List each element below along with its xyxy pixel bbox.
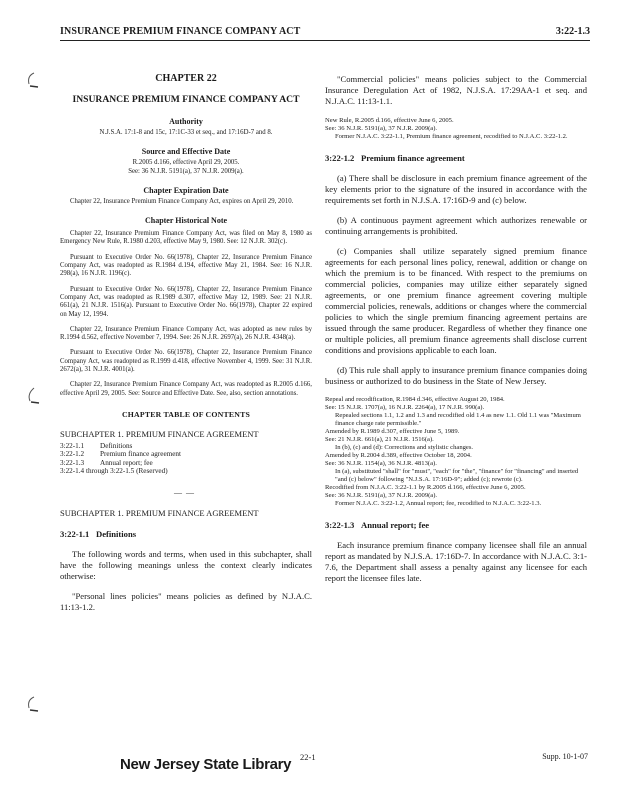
historical-note-paragraph: Pursuant to Executive Order No. 66(1978), Chapter 22, Insurance Premium Finance Company Act, was readopted as R.1984 d.194, effective May 21, 1984. See: 16 N.J.R. 298(a), 16 N.J.R. 1196(c). xyxy=(60,253,312,278)
toc-row-number: 3:22-1.2 xyxy=(60,450,85,459)
section-title: Definitions xyxy=(96,528,137,539)
authority-heading: Authority xyxy=(169,117,203,126)
toc-row xyxy=(60,459,312,467)
section-1-history xyxy=(325,117,587,141)
history-line: See: 21 N.J.R. 661(a), 21 N.J.R. 1516(a). xyxy=(325,436,434,443)
section-heading-definitions xyxy=(60,529,312,539)
historical-note-paragraph: Chapter 22, Insurance Premium Finance Company Act, was adopted as new rules by R.1994 d.562, effective November 7, 1994. See: 26 N.J.R. 2697(a), 26 N.J.R. 4348(a). xyxy=(60,325,312,342)
section-number: 3:22-1.3 xyxy=(325,520,355,530)
history-line: Repealed sections 1.1, 1.2 and 1.3 and recodified old 1.4 as new 1.1. Old 1.1 was "Maximum finance charge rate permissible." xyxy=(335,412,581,427)
toc-subchapter: SUBCHAPTER 1. PREMIUM FINANCE AGREEMENT xyxy=(60,428,259,439)
source-heading: Source and Effective Date xyxy=(141,147,231,157)
history-line: Former N.J.A.C. 3:22-1.1, Premium finance agreement, recodified to N.J.A.C. 3:22-1.2. xyxy=(335,133,568,140)
history-line: See: 36 N.J.R. 5191(a), 37 N.J.R. 2009(a). xyxy=(325,125,438,132)
section-2-history xyxy=(325,396,587,508)
toc-row xyxy=(60,450,312,458)
definition-personal-lines: "Personal lines policies" means policies as defined by N.J.A.C. 11:13-1.2. xyxy=(60,590,312,612)
toc-row-title: Premium finance agreement xyxy=(100,450,182,459)
annual-report-paragraph: Each insurance premium finance company licensee shall file an annual report as mandated by N.J.S.A. 17:16D-7. In accordance with N.J.A.C. 3:1-7.6, the Department shall assess a penalty against any licensee for each report the licensee files late. xyxy=(325,540,587,583)
section-title: Annual report; fee xyxy=(361,520,430,530)
expiration-text: Chapter 22, Insurance Premium Finance Company Act, expires on April 29, 2010. xyxy=(70,197,294,205)
toc-row-title: (Reserved) xyxy=(136,467,168,476)
toc-row-number: 3:22-1.3 xyxy=(60,458,85,467)
toc-row xyxy=(60,467,312,475)
section-title: Premium finance agreement xyxy=(361,153,465,163)
binder-hole-mark-middle xyxy=(26,386,44,404)
history-line: See: 36 N.J.R. 5191(a), 37 N.J.R. 2009(a). xyxy=(325,492,438,499)
authority-text: N.J.S.A. 17:1-8 and 15c, 17:1C-33 et seq., and 17:16D-7 and 8. xyxy=(99,129,273,136)
binder-hole-mark-top xyxy=(26,70,44,88)
history-line: Repeal and recodification, R.1984 d.346, effective August 20, 1984. xyxy=(325,396,505,403)
historical-note-paragraph: Chapter 22, Insurance Premium Finance Company Act, was readopted as R.2005 d.166, effective April 29, 2005. See: Source and Effective Date. See, also, section annotations. xyxy=(60,381,312,397)
historical-note-paragraph: Chapter 22, Insurance Premium Finance Company Act, was filed on May 8, 1980 as Emergency New Rule, R.1980 d.203, effective May 9, 1980. See: 12 N.J.R. 302(c). xyxy=(60,230,312,246)
historical-note-paragraph: Pursuant to Executive Order No. 66(1978), Chapter 22, Insurance Premium Finance Company Act, was readopted as R.1989 d.307, effective May 12, 1989. See: 21 N.J.R. 661(a), 21 N.J.R. 1516(a). Pursuant to Executive Order No. 66(1978), Chapter 22 expired on May 12, 1994. xyxy=(60,285,312,318)
history-line: See: 15 N.J.R. 1707(a), 16 N.J.R. 2264(a), 17 N.J.R. 990(a). xyxy=(325,404,485,411)
library-stamp: New Jersey State Library xyxy=(120,756,292,773)
history-line: See: 36 N.J.R. 1154(a), 36 N.J.R. 4813(a). xyxy=(325,460,437,467)
history-line: In (a), substituted "shall" for "must", "each" for "the", "finance" for "financing" and inserted "and (c) below" following "N.J.S.A. 17:16D-9"; added (c); rewrote (c). xyxy=(335,468,579,483)
section-number: 3:22-1.2 xyxy=(325,153,355,163)
page-number: 22-1 xyxy=(300,752,316,762)
history-line: Former N.J.A.C. 3:22-1.2, Annual report; fee, recodified to N.J.A.C. 3:22-1.3. xyxy=(335,500,542,507)
toc-row-number: 3:22-1.4 through 3:22-1.5 xyxy=(60,467,135,476)
section-number: 3:22-1.1 xyxy=(60,528,90,539)
running-header xyxy=(60,24,590,41)
definitions-intro: The following words and terms, when used in this subchapter, shall have the following meanings unless the context clearly indicates otherwise: xyxy=(60,548,312,581)
history-line: Recodified from N.J.A.C. 3:22-1.1 by R.2005 d.166, effective June 6, 2005. xyxy=(325,484,526,491)
left-column xyxy=(60,74,312,622)
section-heading-premium-finance xyxy=(325,153,587,163)
right-column xyxy=(325,74,587,593)
header-title: INSURANCE PREMIUM FINANCE COMPANY ACT xyxy=(60,26,301,37)
paragraph-b: (b) A continuous payment agreement which authorizes renewable or continuing arrangements is prohibited. xyxy=(325,215,587,236)
toc-divider: —— xyxy=(174,487,198,497)
section-heading-annual-report xyxy=(325,520,587,530)
paragraph-d: (d) This rule shall apply to insurance premium finance companies doing business or authorized to do business in the State of New Jersey. xyxy=(325,365,587,386)
historical-note-paragraph: Pursuant to Executive Order No. 66(1978), Chapter 22, Insurance Premium Finance Company Act, was readopted as R.1999 d.418, effective November 4, 1999. See: 31 N.J.R. 2672(a), 31 N.J.R. 4001(a). xyxy=(60,349,312,374)
paragraph-a: (a) There shall be disclosure in each premium finance agreement of the key elements prior to the signature of the insured in accordance with the requirements set forth in N.J.S.A. 17:16D-9 and (c) below. xyxy=(325,173,587,205)
toc-row xyxy=(60,442,312,450)
expiration-heading: Chapter Expiration Date xyxy=(143,185,229,195)
source-line-1: R.2005 d.166, effective April 29, 2005. xyxy=(132,159,240,167)
chapter-title: INSURANCE PREMIUM FINANCE COMPANY ACT xyxy=(72,94,300,105)
chapter-number: CHAPTER 22 xyxy=(155,73,217,84)
toc-row-title: Definitions xyxy=(100,441,133,450)
paragraph-c: (c) Companies shall utilize separately signed premium finance agreements for each personal lines policy, renewal, addition or change on which the premium is to be financed. With respect to the premiums on commercial policies, companies may utilize either separately signed agreements, or one premium finance agreement covering multiple commercial policies, renewals, additions or changes where the commercial policies to which the single premium financing agreement pertains are issued through the same producer. Regardless of whether they finance one or multiple policies, all premium finance agreements shall disclose current conditions and provisions applicable to each loan. xyxy=(325,246,587,355)
history-line: Amended by R.2004 d.389, effective October 18, 2004. xyxy=(325,452,472,459)
historical-note-heading: Chapter Historical Note xyxy=(144,216,228,226)
source-line-2: See: 36 N.J.R. 5191(a), 37 N.J.R. 2009(a). xyxy=(128,167,244,175)
history-line: In (b), (c) and (d): Corrections and stylistic changes. xyxy=(335,444,474,451)
toc-row-title: Annual report; fee xyxy=(100,458,153,467)
definition-commercial-policies: "Commercial policies" means policies subject to the Commercial Insurance Deregulation Act of 1982, N.J.S.A. 17:29AA-1 et seq. and N.J.A.C. 11:13-1.1. xyxy=(325,74,587,106)
history-line: New Rule, R.2005 d.166, effective June 6, 2005. xyxy=(325,117,454,124)
toc-heading: CHAPTER TABLE OF CONTENTS xyxy=(121,409,251,419)
binder-hole-mark-bottom xyxy=(26,694,44,712)
supplement-date: Supp. 10-1-07 xyxy=(542,752,588,761)
toc-row-number: 3:22-1.1 xyxy=(60,441,85,450)
history-line: Amended by R.1989 d.307, effective June 5, 1989. xyxy=(325,428,460,435)
header-section-number: 3:22-1.3 xyxy=(555,26,590,37)
subchapter-heading: SUBCHAPTER 1. PREMIUM FINANCE AGREEMENT xyxy=(60,507,259,518)
